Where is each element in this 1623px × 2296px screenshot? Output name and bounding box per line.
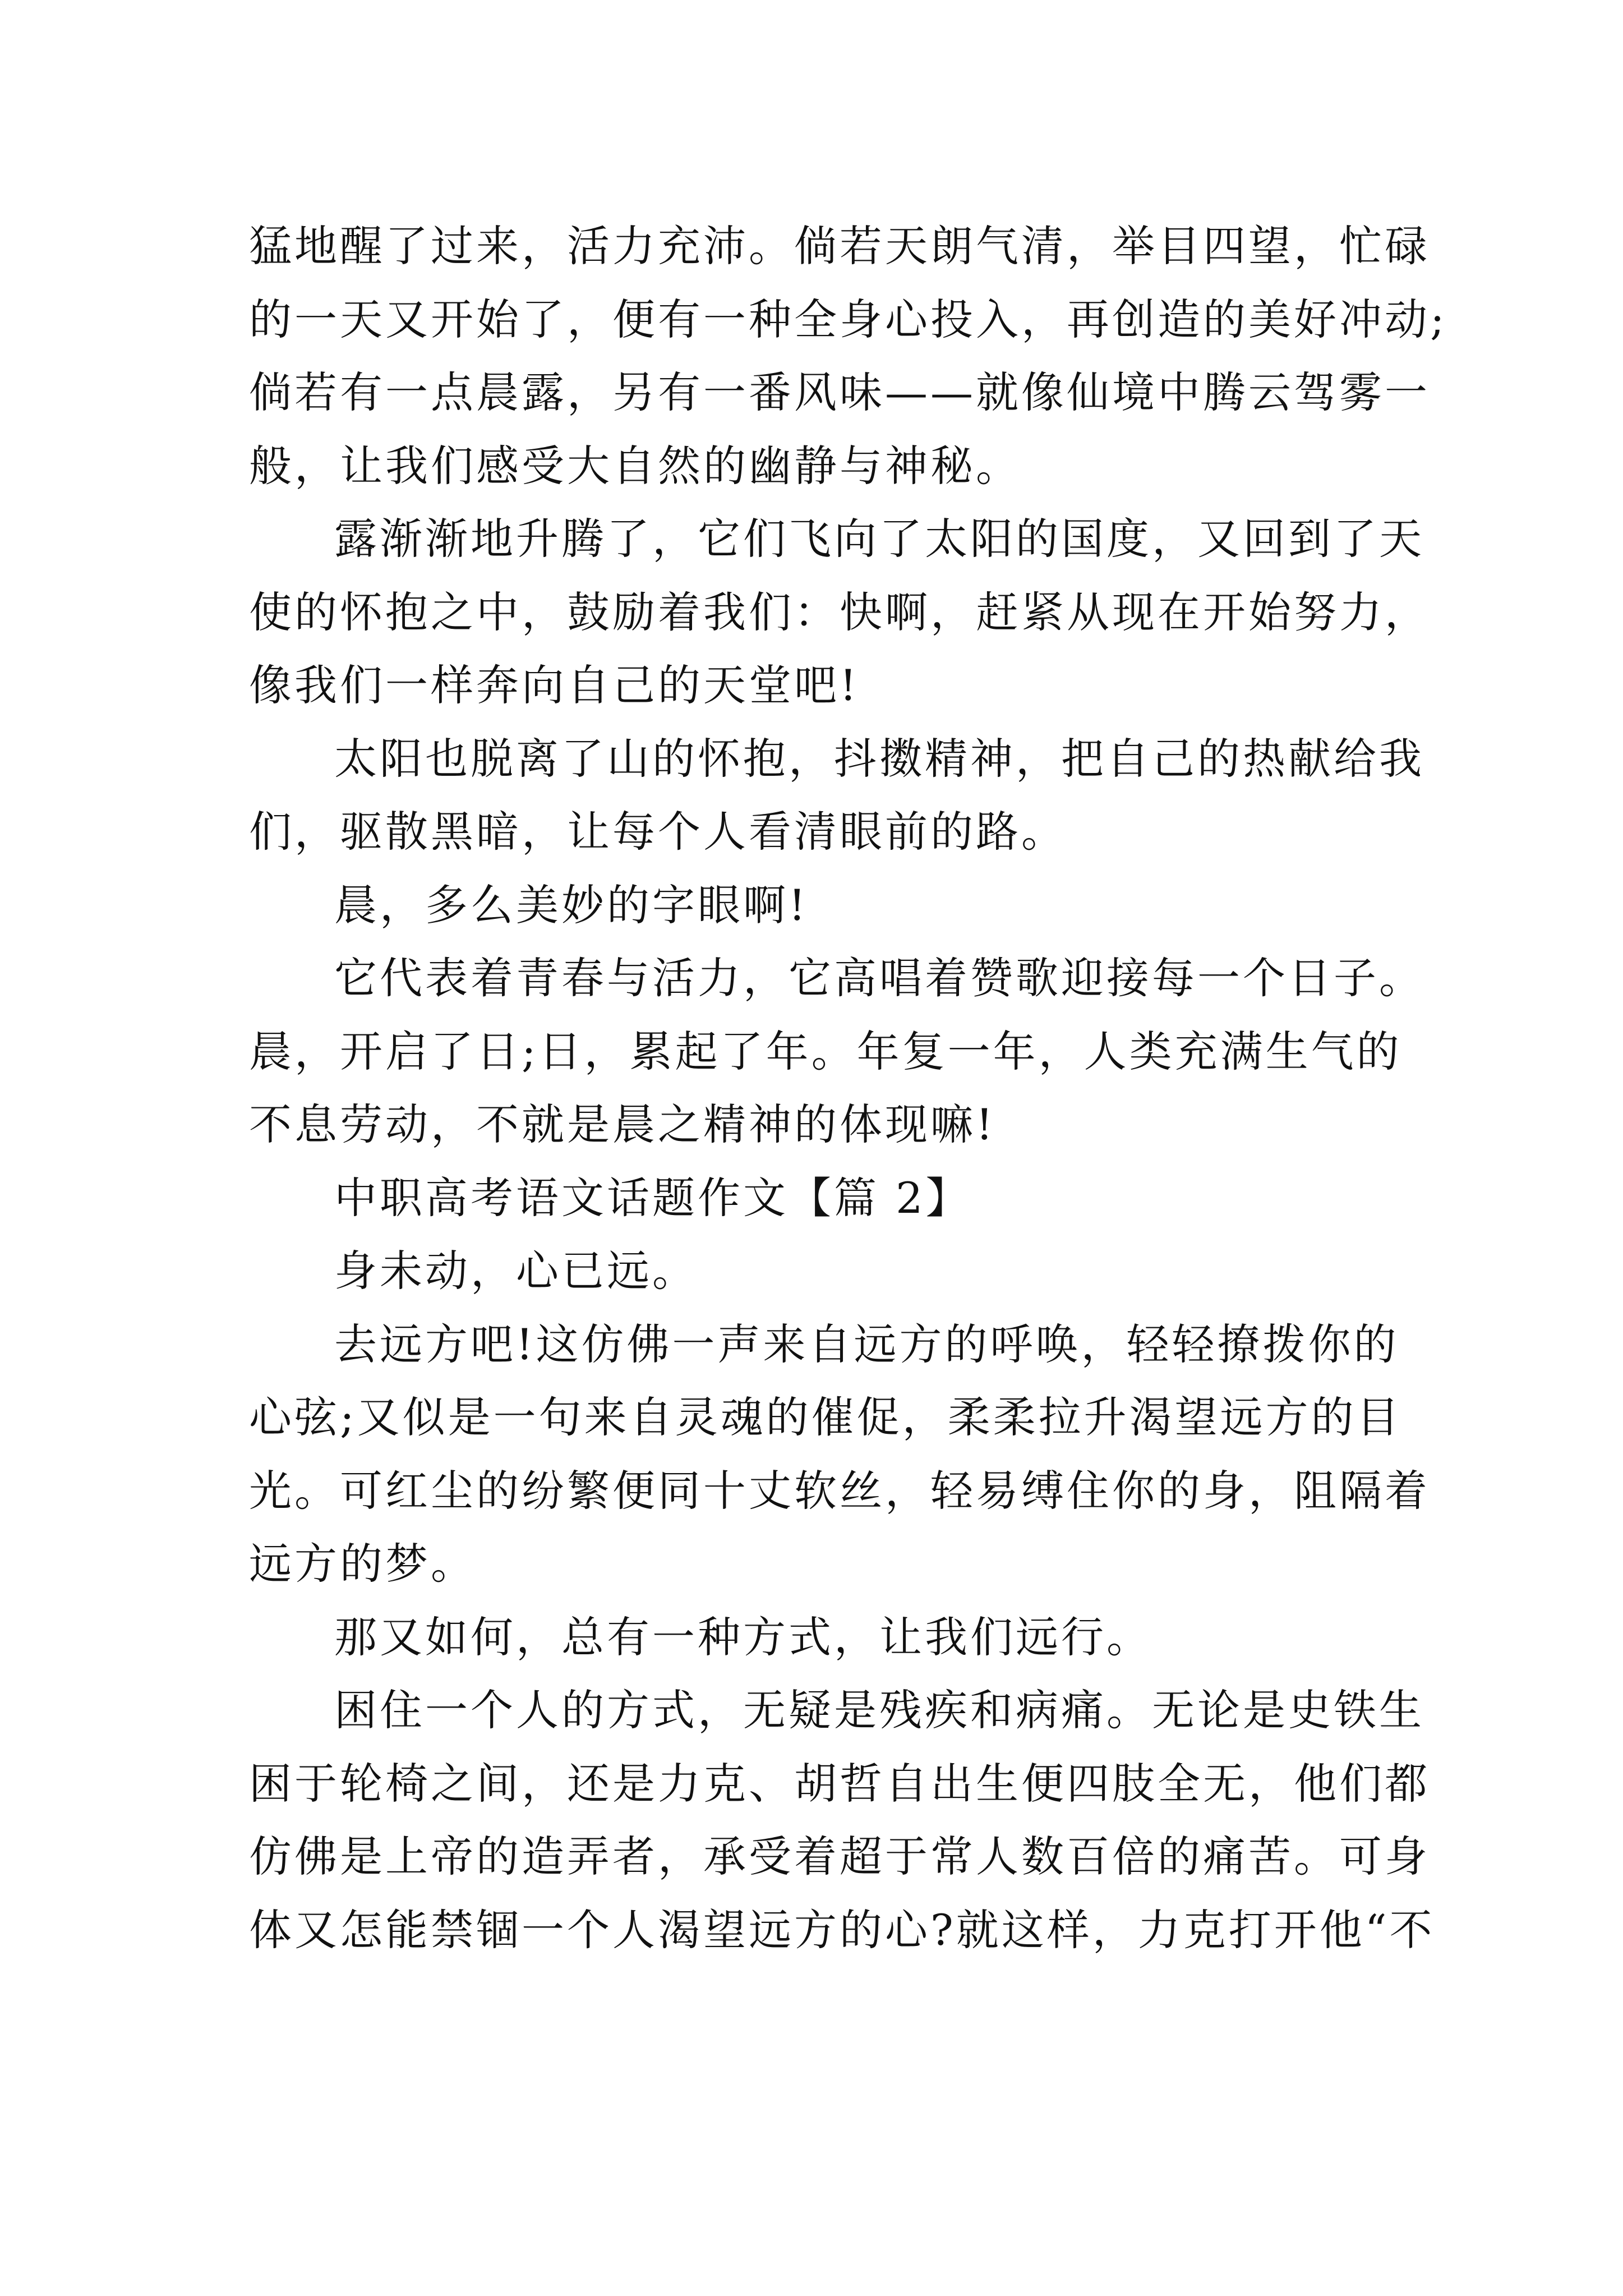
paragraph-start-line: 困住一个人的方式，无疑是残疾和病痛。无论是史铁生	[334, 1685, 1424, 1735]
text-line: 像我们一样奔向自己的天堂吧!	[249, 660, 860, 710]
text-line: 晨，开启了日;日，累起了年。年复一年，人类充满生气的	[249, 1026, 1402, 1076]
paragraph-start-line: 身未动，心已远。	[334, 1246, 698, 1296]
text-line: 困于轮椅之间，还是力克、胡哲自出生便四肢全无，他们都	[249, 1758, 1430, 1809]
section-heading: 中职高考语文话题作文【篇 2】	[334, 1172, 971, 1223]
document-body	[249, 210, 1447, 1967]
text-line: 体又怎能禁锢一个人渴望远方的心?就这样，力克打开他“不	[249, 1904, 1435, 1955]
text-line: 远方的梦。	[249, 1539, 476, 1589]
text-line: 倘若有一点晨露，另有一番风味——就像仙境中腾云驾雾一	[249, 367, 1430, 417]
text-line: 猛地醒了过来，活力充沛。倘若天朗气清，举目四望，忙碌	[249, 221, 1430, 271]
text-line: 仿佛是上帝的造弄者，承受着超于常人数百倍的痛苦。可身	[249, 1832, 1430, 1881]
text-line: 心弦;又似是一句来自灵魂的催促，柔柔拉升渴望远方的目	[249, 1392, 1402, 1442]
paragraph-start-line: 太阳也脱离了山的怀抱，抖擞精神，把自己的热献给我	[334, 733, 1424, 784]
paragraph-start-line: 露渐渐地升腾了，它们飞向了太阳的国度，又回到了天	[334, 514, 1424, 564]
paragraph-start-line: 那又如何，总有一种方式，让我们远行。	[334, 1612, 1152, 1662]
text-line: 光。可红尘的纷繁便同十丈软丝，轻易缚住你的身，阻隔着	[249, 1465, 1430, 1516]
text-line: 们，驱散黑暗，让每个人看清眼前的路。	[249, 807, 1067, 857]
paragraph-start-line: 晨，多么美妙的字眼啊!	[334, 880, 809, 930]
text-line: 般，让我们感受大自然的幽静与神秘。	[249, 440, 1021, 491]
paragraph-start-line: 去远方吧!这仿佛一声来自远方的呼唤，轻轻撩拨你的	[334, 1319, 1399, 1369]
text-line: 使的怀抱之中，鼓励着我们：快啊，赶紧从现在开始努力，	[249, 587, 1430, 637]
text-line: 的一天又开始了，便有一种全身心投入，再创造的美好冲动;	[249, 294, 1447, 344]
text-line: 不息劳动，不就是晨之精神的体现嘛!	[249, 1099, 996, 1149]
paragraph-start-line: 它代表着青春与活力，它高唱着赞歌迎接每一个日子。	[334, 953, 1424, 1003]
